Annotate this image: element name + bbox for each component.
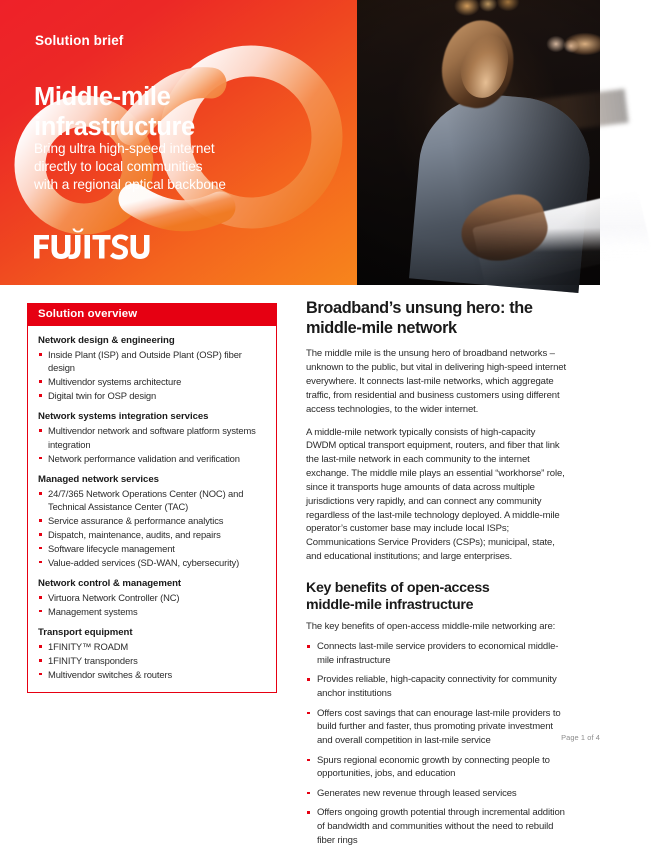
bullet-icon bbox=[307, 678, 310, 681]
article-heading-secondary-line-1: Key benefits of open-access bbox=[306, 579, 490, 596]
overview-group bbox=[38, 411, 267, 465]
bullet-icon bbox=[39, 492, 42, 495]
list-item-label: Network performance validation and verification bbox=[48, 452, 240, 464]
list-item bbox=[38, 487, 267, 514]
overview-group bbox=[38, 335, 267, 402]
bullet-icon bbox=[39, 547, 42, 550]
list-item-label: Offers cost savings that can enourage last-mile providers to build further and faster, thus promoting private investment and overall competition in last-mile service bbox=[317, 707, 561, 747]
overview-group-title: Network control & management bbox=[38, 577, 182, 589]
bullet-icon bbox=[39, 645, 42, 648]
list-item bbox=[38, 542, 267, 555]
bullet-icon bbox=[39, 394, 42, 397]
bullet-icon bbox=[39, 380, 42, 383]
list-item-label: 24/7/365 Network Operations Center (NOC) and Technical Assistance Center (TAC) bbox=[48, 487, 244, 513]
overview-group-title: Network design & engineering bbox=[38, 335, 175, 346]
page-number: Page 1 of 4 bbox=[561, 733, 600, 742]
article-heading-primary bbox=[306, 299, 566, 338]
list-item-label: Generates new revenue through leased services bbox=[317, 787, 517, 799]
overview-group bbox=[38, 627, 267, 681]
bullet-icon bbox=[39, 561, 42, 564]
list-item-label: 1FINITY™ ROADM bbox=[48, 641, 129, 653]
list-item bbox=[38, 424, 267, 451]
hero-subtitle-line-1: Bring ultra high-speed internet bbox=[34, 141, 215, 156]
bullet-icon bbox=[39, 596, 42, 599]
list-item bbox=[38, 640, 267, 653]
bullet-icon bbox=[39, 533, 42, 536]
list-item-label: 1FINITY transponders bbox=[48, 655, 138, 666]
list-item-label: Value-added services (SD-WAN, cybersecurity) bbox=[48, 556, 240, 568]
article-heading-secondary bbox=[306, 580, 566, 615]
hero-subtitle-line-3: with a regional optical backbone bbox=[34, 177, 226, 193]
fujitsu-logo bbox=[33, 226, 153, 260]
list-item-label: Inside Plant (ISP) and Outside Plant (OSP) fiber design bbox=[48, 349, 242, 374]
bullet-icon bbox=[307, 759, 310, 762]
bullet-icon bbox=[307, 811, 310, 814]
list-item bbox=[306, 640, 566, 668]
list-item bbox=[38, 528, 267, 541]
list-item bbox=[38, 389, 267, 402]
article-heading-primary-line-2: middle-mile network bbox=[306, 318, 457, 337]
hero-subtitle bbox=[34, 140, 226, 195]
hero-banner bbox=[0, 0, 600, 285]
list-item-label: Service assurance & performance analytics bbox=[48, 515, 224, 527]
bullet-icon bbox=[307, 645, 310, 648]
article-paragraph-2: A middle-mile network typically consists of high-capacity DWDM optical transport equipment, routers, and fiber that link the last-mile network in each community to the internet exchange. The middle mile plays an essential “workhorse” role, since it transports huge amounts of data across multiple jurisdictions very rapidly, and can connect any community regardless of the last-mile technology deployed. A middle-mile operator’s customer base may include local ISPs; Communications Service Providers (CSPs); municipal, state, and educational institutions; and large enterprises. bbox=[306, 426, 565, 563]
solution-overview-body bbox=[28, 326, 276, 692]
list-item-label: Connects last-mile service providers to economical middle-mile infrastructure bbox=[317, 641, 559, 667]
list-item-label: Multivendor switches & routers bbox=[48, 668, 173, 680]
bullet-icon bbox=[39, 673, 42, 676]
list-item-label: Multivendor systems architecture bbox=[48, 376, 182, 388]
solution-overview-header: Solution overview bbox=[28, 303, 276, 326]
overview-group bbox=[38, 474, 267, 569]
bullet-icon bbox=[307, 792, 310, 795]
list-item-label: Digital twin for OSP design bbox=[48, 390, 157, 402]
list-item bbox=[38, 348, 267, 375]
solution-overview-box bbox=[27, 303, 277, 693]
photo-vignette bbox=[357, 0, 600, 285]
hero-subtitle-line-2: directly to local communities bbox=[34, 159, 203, 175]
list-item bbox=[306, 673, 566, 701]
bullet-icon bbox=[39, 353, 42, 356]
hero-title-line-1: Middle-mile bbox=[34, 83, 171, 111]
list-item bbox=[38, 668, 267, 681]
list-item bbox=[38, 556, 267, 569]
list-item bbox=[306, 707, 566, 748]
benefits-lead-text: The key benefits of open-access middle-mile networking are: bbox=[306, 621, 556, 633]
list-item bbox=[306, 787, 566, 801]
hero-kicker: Solution brief bbox=[35, 33, 124, 48]
list-item bbox=[306, 806, 566, 847]
list-item-label: Offers ongoing growth potential through incremental addition of bandwidth and communities without the need to rebuild fiber rings bbox=[317, 807, 565, 846]
article-heading-secondary-line-2: middle-mile infrastructure bbox=[306, 597, 474, 614]
hero-title-line-2: infrastructure bbox=[34, 112, 195, 141]
list-item bbox=[38, 452, 267, 465]
bullet-icon bbox=[39, 659, 42, 662]
list-item bbox=[38, 591, 267, 604]
overview-group-title: Network systems integration services bbox=[38, 411, 209, 423]
bullet-icon bbox=[307, 712, 310, 715]
list-item bbox=[38, 375, 267, 388]
article-column bbox=[306, 299, 566, 853]
list-item-label: Dispatch, maintenance, audits, and repairs bbox=[48, 528, 221, 540]
overview-group bbox=[38, 578, 267, 618]
article-heading-primary-line-1: Broadband’s unsung hero: the bbox=[306, 299, 533, 317]
bullet-icon bbox=[39, 519, 42, 522]
list-item-label: Multivendor network and software platform systems integration bbox=[48, 425, 256, 450]
hero-title bbox=[34, 83, 195, 143]
list-item-label: Spurs regional economic growth by connecting people to opportunities, jobs, and education bbox=[317, 754, 550, 780]
bullet-icon bbox=[39, 610, 42, 613]
overview-group-title: Transport equipment bbox=[38, 627, 133, 639]
article-paragraph-1: The middle mile is the unsung hero of broadband networks – unknown to the public, but vital in delivering high-speed internet everywhere. It connects last-mile networks, which aggregate traffic, from residential and business customers using different access technologies, to the wider internet. bbox=[306, 348, 566, 415]
bullet-icon bbox=[39, 457, 42, 460]
list-item bbox=[38, 605, 267, 618]
list-item-label: Virtuora Network Controller (NC) bbox=[48, 591, 180, 603]
list-item-label: Provides reliable, high-capacity connectivity for community anchor institutions bbox=[317, 674, 557, 700]
bullet-icon bbox=[39, 429, 42, 432]
hero-photo bbox=[357, 0, 600, 285]
list-item bbox=[306, 754, 566, 782]
list-item bbox=[38, 654, 267, 667]
list-item bbox=[38, 514, 267, 527]
list-item-label: Management systems bbox=[48, 605, 138, 617]
list-item-label: Software lifecycle management bbox=[48, 542, 175, 554]
overview-group-title: Managed network services bbox=[38, 473, 159, 485]
content-area bbox=[0, 285, 600, 846]
